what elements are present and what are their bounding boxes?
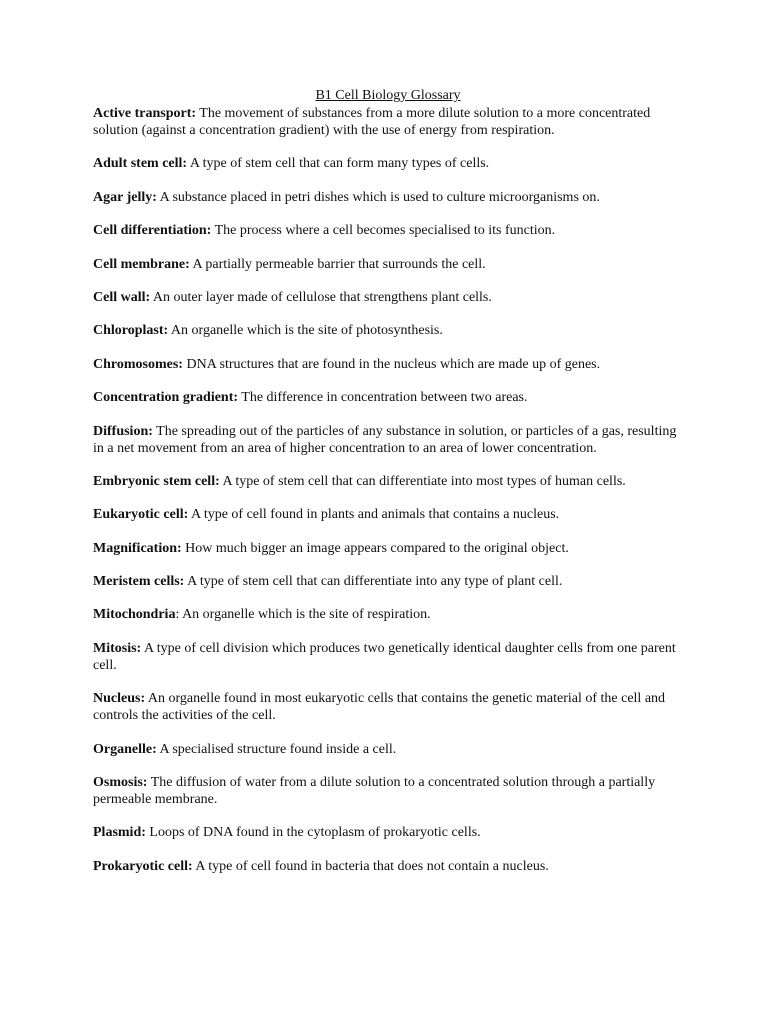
glossary-entry: [93, 858, 683, 875]
glossary-list: [93, 105, 683, 875]
glossary-definition: A type of cell found in plants and animals that contains a nucleus.: [188, 507, 560, 523]
glossary-term: Agar jelly:: [93, 189, 157, 205]
glossary-definition: The process where a cell becomes specialised to its function.: [211, 223, 556, 239]
glossary-term: Meristem cells:: [93, 574, 185, 590]
glossary-entry: [93, 389, 683, 406]
glossary-definition: : An organelle which is the site of respiration.: [175, 607, 431, 623]
glossary-entry: [93, 189, 683, 206]
glossary-term: Mitosis:: [93, 640, 142, 656]
glossary-entry: [93, 690, 683, 724]
glossary-definition: An organelle found in most eukaryotic cells that contains the genetic material of the cell and controls the activities of the cell.: [93, 691, 666, 724]
glossary-definition: How much bigger an image appears compared to the original object.: [181, 540, 569, 556]
glossary-term: Eukaryotic cell:: [93, 507, 189, 523]
glossary-definition: Loops of DNA found in the cytoplasm of prokaryotic cells.: [145, 825, 481, 841]
glossary-definition: A type of stem cell that can differentiate into any type of plant cell.: [184, 574, 563, 590]
glossary-definition: The movement of substances from a more dilute solution to a more concentrated solution (against a concentration gradient) with the use of energy from respiration.: [93, 106, 651, 138]
glossary-entry: [93, 640, 683, 674]
glossary-term: Organelle:: [93, 741, 157, 757]
glossary-definition: A type of stem cell that can form many types of cells.: [187, 156, 490, 172]
glossary-entry: [93, 540, 683, 557]
glossary-definition: An outer layer made of cellulose that strengthens plant cells.: [150, 289, 492, 305]
glossary-definition: A specialised structure found inside a cell.: [156, 741, 397, 757]
glossary-term: Adult stem cell:: [93, 156, 188, 172]
glossary-definition: The diffusion of water from a dilute solution to a concentrated solution through a partially permeable membrane.: [93, 775, 656, 808]
glossary-term: Diffusion:: [93, 423, 153, 439]
glossary-term: Plasmid:: [93, 825, 146, 841]
document-title: B1 Cell Biology Glossary: [315, 88, 461, 103]
glossary-entry: [93, 322, 683, 339]
glossary-definition: A type of cell division which produces two genetically identical daughter cells from one parent cell.: [93, 640, 676, 673]
glossary-entry: [93, 222, 683, 239]
glossary-entry: [93, 824, 683, 841]
glossary-term: Cell differentiation:: [93, 223, 212, 239]
glossary-term: Chromosomes:: [93, 356, 183, 372]
glossary-entry: [93, 573, 683, 590]
glossary-entry: [93, 774, 683, 808]
glossary-definition: The difference in concentration between two areas.: [238, 390, 528, 406]
glossary-term: Prokaryotic cell:: [93, 858, 193, 874]
glossary-term: Cell membrane:: [93, 256, 190, 272]
glossary-definition: DNA structures that are found in the nucleus which are made up of genes.: [182, 356, 601, 372]
glossary-term: Active transport:: [93, 106, 197, 121]
glossary-entry: [93, 606, 683, 623]
document-page: [93, 87, 683, 891]
glossary-term: Mitochondria: [93, 607, 176, 623]
glossary-term: Osmosis:: [93, 775, 148, 791]
glossary-definition: A partially permeable barrier that surrounds the cell.: [189, 256, 486, 272]
glossary-entry: [93, 506, 683, 523]
glossary-definition: An organelle which is the site of photosynthesis.: [168, 323, 443, 339]
glossary-entry: [93, 289, 683, 306]
glossary-definition: A substance placed in petri dishes which is used to culture microorganisms on.: [156, 189, 600, 205]
glossary-definition: The spreading out of the particles of any substance in solution, or particles of a gas, resulting in a net movement from an area of higher concentration to an area of lower concentration.: [93, 423, 677, 456]
glossary-entry: [93, 155, 683, 172]
glossary-term: Nucleus:: [93, 691, 146, 707]
glossary-definition: A type of cell found in bacteria that does not contain a nucleus.: [192, 858, 549, 874]
glossary-entry: [93, 741, 683, 758]
glossary-term: Cell wall:: [93, 289, 151, 305]
glossary-entry: [93, 105, 683, 139]
glossary-entry: [93, 256, 683, 273]
glossary-term: Chloroplast:: [93, 323, 169, 339]
glossary-entry: [93, 473, 683, 490]
glossary-term: Magnification:: [93, 540, 182, 556]
glossary-entry: [93, 423, 683, 457]
glossary-term: Concentration gradient:: [93, 390, 239, 406]
glossary-definition: A type of stem cell that can differentiate into most types of human cells.: [219, 473, 626, 489]
glossary-entry: [93, 356, 683, 373]
glossary-term: Embryonic stem cell:: [93, 473, 220, 489]
